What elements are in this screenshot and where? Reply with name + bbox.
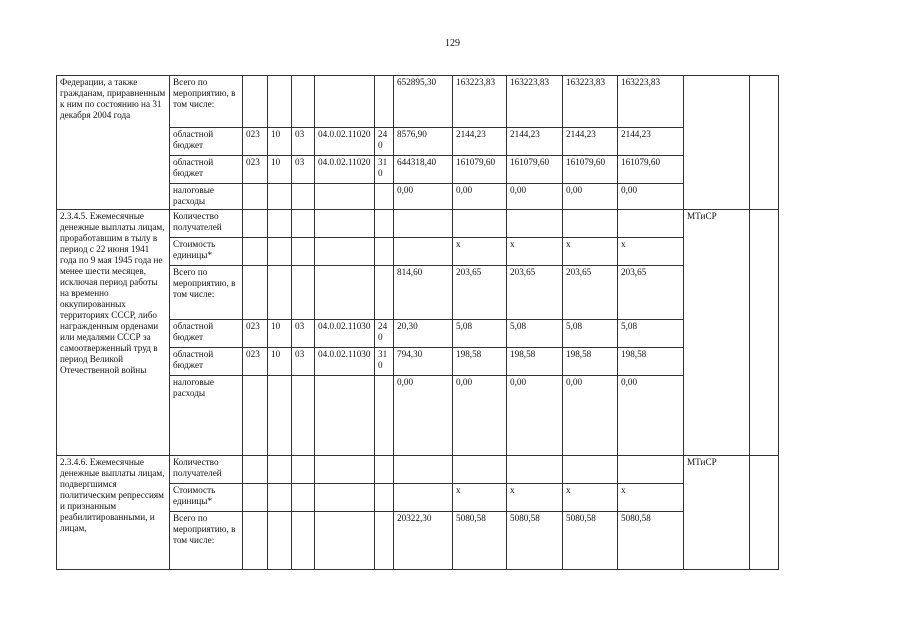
page-number: 129	[445, 38, 460, 49]
code-expense-cell: 240	[375, 320, 394, 348]
code-expense-cell	[375, 376, 394, 456]
indicator-cell: областной бюджет	[170, 156, 243, 184]
year4-value-cell: 0,00	[618, 376, 684, 456]
executor-cell	[684, 76, 750, 210]
code-subsection-cell	[292, 210, 315, 238]
code-expense-cell	[375, 76, 394, 128]
year4-value-cell: 198,58	[618, 348, 684, 376]
year3-value-cell: 198,58	[563, 348, 618, 376]
program-table	[56, 75, 779, 570]
year3-value-cell	[563, 210, 618, 238]
total-value-cell	[394, 484, 453, 512]
year1-value-cell: x	[453, 484, 507, 512]
code-subsection-cell: 03	[292, 156, 315, 184]
year4-value-cell: 0,00	[618, 184, 684, 210]
year3-value-cell	[563, 456, 618, 484]
code-subsection-cell	[292, 266, 315, 320]
year4-value-cell: x	[618, 484, 684, 512]
code-expense-cell	[375, 484, 394, 512]
indicator-cell: Количество получателей	[170, 456, 243, 484]
indicator-cell: Стоимость единицы*	[170, 238, 243, 266]
measure-description: Федерации, а также гражданам, приравненным к ним по состоянию на 31 декабря 2004 года	[57, 76, 170, 210]
code-grbs-cell: 023	[243, 348, 268, 376]
year2-value-cell: 2144,23	[507, 128, 563, 156]
code-target-cell	[315, 76, 375, 128]
code-target-cell	[315, 210, 375, 238]
code-expense-cell	[375, 184, 394, 210]
year2-value-cell: 163223,83	[507, 76, 563, 128]
total-value-cell: 20322,30	[394, 512, 453, 570]
year3-value-cell: 5080,58	[563, 512, 618, 570]
code-section-cell	[268, 210, 292, 238]
indicator-cell: налоговые расходы	[170, 184, 243, 210]
year1-value-cell	[453, 210, 507, 238]
total-value-cell: 644318,40	[394, 156, 453, 184]
year4-value-cell: 5080,58	[618, 512, 684, 570]
code-subsection-cell: 03	[292, 128, 315, 156]
code-target-cell	[315, 484, 375, 512]
code-target-cell	[315, 238, 375, 266]
code-target-cell	[315, 376, 375, 456]
indicator-cell: областной бюджет	[170, 128, 243, 156]
code-grbs-cell	[243, 238, 268, 266]
year3-value-cell: 0,00	[563, 184, 618, 210]
total-value-cell: 20,30	[394, 320, 453, 348]
code-expense-cell	[375, 456, 394, 484]
indicator-cell: Всего по мероприятию, в том числе:	[170, 76, 243, 128]
table-row	[57, 76, 779, 128]
total-value-cell	[394, 456, 453, 484]
code-section-cell	[268, 184, 292, 210]
code-grbs-cell	[243, 210, 268, 238]
table-body	[57, 76, 779, 570]
total-value-cell: 0,00	[394, 184, 453, 210]
year3-value-cell: 5,08	[563, 320, 618, 348]
code-expense-cell	[375, 238, 394, 266]
code-section-cell	[268, 238, 292, 266]
code-grbs-cell	[243, 266, 268, 320]
code-grbs-cell	[243, 512, 268, 570]
code-grbs-cell: 023	[243, 128, 268, 156]
year1-value-cell: 163223,83	[453, 76, 507, 128]
year4-value-cell: 163223,83	[618, 76, 684, 128]
year4-value-cell	[618, 456, 684, 484]
year4-value-cell: x	[618, 238, 684, 266]
year2-value-cell: x	[507, 484, 563, 512]
code-target-cell: 04.0.02.11020	[315, 156, 375, 184]
code-subsection-cell: 03	[292, 320, 315, 348]
indicator-cell: Всего по мероприятию, в том числе:	[170, 266, 243, 320]
year4-value-cell: 161079,60	[618, 156, 684, 184]
code-grbs-cell	[243, 376, 268, 456]
year2-value-cell: 203,65	[507, 266, 563, 320]
total-value-cell: 794,30	[394, 348, 453, 376]
year1-value-cell: 161079,60	[453, 156, 507, 184]
year2-value-cell: 5080,58	[507, 512, 563, 570]
indicator-cell: областной бюджет	[170, 320, 243, 348]
code-expense-cell	[375, 266, 394, 320]
year4-value-cell: 203,65	[618, 266, 684, 320]
code-target-cell: 04.0.02.11030	[315, 348, 375, 376]
code-subsection-cell	[292, 484, 315, 512]
measure-description: 2.3.4.6. Ежемесячные денежные выплаты лицам, подвергшимся политическим репрессиям и признанным реабилитированными, и лицам,	[57, 456, 170, 570]
year1-value-cell: 5080,58	[453, 512, 507, 570]
code-target-cell	[315, 184, 375, 210]
code-section-cell: 10	[268, 348, 292, 376]
year3-value-cell: x	[563, 238, 618, 266]
indicator-cell: Всего по мероприятию, в том числе:	[170, 512, 243, 570]
year3-value-cell: 203,65	[563, 266, 618, 320]
code-target-cell	[315, 266, 375, 320]
year2-value-cell	[507, 210, 563, 238]
year4-value-cell: 2144,23	[618, 128, 684, 156]
total-value-cell: 8576,90	[394, 128, 453, 156]
code-expense-cell: 310	[375, 348, 394, 376]
indicator-cell: Количество получателей	[170, 210, 243, 238]
year4-value-cell: 5,08	[618, 320, 684, 348]
indicator-cell: налоговые расходы	[170, 376, 243, 456]
total-value-cell	[394, 210, 453, 238]
year1-value-cell: 0,00	[453, 376, 507, 456]
total-value-cell: 652895,30	[394, 76, 453, 128]
year2-value-cell: 5,08	[507, 320, 563, 348]
code-section-cell: 10	[268, 156, 292, 184]
code-target-cell	[315, 512, 375, 570]
total-value-cell: 0,00	[394, 376, 453, 456]
year1-value-cell: 203,65	[453, 266, 507, 320]
code-section-cell	[268, 512, 292, 570]
year2-value-cell: 161079,60	[507, 156, 563, 184]
code-section-cell: 10	[268, 128, 292, 156]
year2-value-cell	[507, 456, 563, 484]
table-row	[57, 210, 779, 238]
code-section-cell	[268, 76, 292, 128]
code-section-cell	[268, 484, 292, 512]
year1-value-cell: 2144,23	[453, 128, 507, 156]
note-cell	[750, 210, 779, 456]
year2-value-cell: 198,58	[507, 348, 563, 376]
code-grbs-cell	[243, 76, 268, 128]
code-grbs-cell: 023	[243, 320, 268, 348]
total-value-cell	[394, 238, 453, 266]
year1-value-cell: 198,58	[453, 348, 507, 376]
code-subsection-cell	[292, 184, 315, 210]
total-value-cell: 814,60	[394, 266, 453, 320]
code-subsection-cell: 03	[292, 348, 315, 376]
code-subsection-cell	[292, 238, 315, 266]
year3-value-cell: x	[563, 484, 618, 512]
measure-description: 2.3.4.5. Ежемесячные денежные выплаты лицам, проработавшим в тылу в период с 22 июня 1941 года по 9 мая 1945 года не менее шести месяцев, исключая период работы на временно оккупированных территориях СССР, либо награжденным орденами или медалями СССР за самоотверженный труд в период Великой Отечественной войны	[57, 210, 170, 456]
year1-value-cell	[453, 456, 507, 484]
code-subsection-cell	[292, 512, 315, 570]
code-section-cell	[268, 266, 292, 320]
year3-value-cell: 163223,83	[563, 76, 618, 128]
code-expense-cell	[375, 210, 394, 238]
code-grbs-cell: 023	[243, 156, 268, 184]
executor-cell: МТиСР	[684, 210, 750, 456]
code-expense-cell	[375, 512, 394, 570]
code-grbs-cell	[243, 456, 268, 484]
code-subsection-cell	[292, 76, 315, 128]
note-cell	[750, 76, 779, 210]
code-section-cell: 10	[268, 320, 292, 348]
indicator-cell: областной бюджет	[170, 348, 243, 376]
year1-value-cell: 0,00	[453, 184, 507, 210]
code-target-cell	[315, 456, 375, 484]
indicator-cell: Стоимость единицы*	[170, 484, 243, 512]
year2-value-cell: 0,00	[507, 376, 563, 456]
code-expense-cell: 240	[375, 128, 394, 156]
note-cell	[750, 456, 779, 570]
year2-value-cell: 0,00	[507, 184, 563, 210]
executor-cell: МТиСР	[684, 456, 750, 570]
code-target-cell: 04.0.02.11020	[315, 128, 375, 156]
code-subsection-cell	[292, 376, 315, 456]
year3-value-cell: 2144,23	[563, 128, 618, 156]
table-row	[57, 456, 779, 484]
code-grbs-cell	[243, 484, 268, 512]
code-subsection-cell	[292, 456, 315, 484]
code-expense-cell: 310	[375, 156, 394, 184]
code-section-cell	[268, 456, 292, 484]
year1-value-cell: 5,08	[453, 320, 507, 348]
year3-value-cell: 161079,60	[563, 156, 618, 184]
year3-value-cell: 0,00	[563, 376, 618, 456]
code-section-cell	[268, 376, 292, 456]
code-grbs-cell	[243, 184, 268, 210]
year1-value-cell: x	[453, 238, 507, 266]
code-target-cell: 04.0.02.11030	[315, 320, 375, 348]
year2-value-cell: x	[507, 238, 563, 266]
year4-value-cell	[618, 210, 684, 238]
